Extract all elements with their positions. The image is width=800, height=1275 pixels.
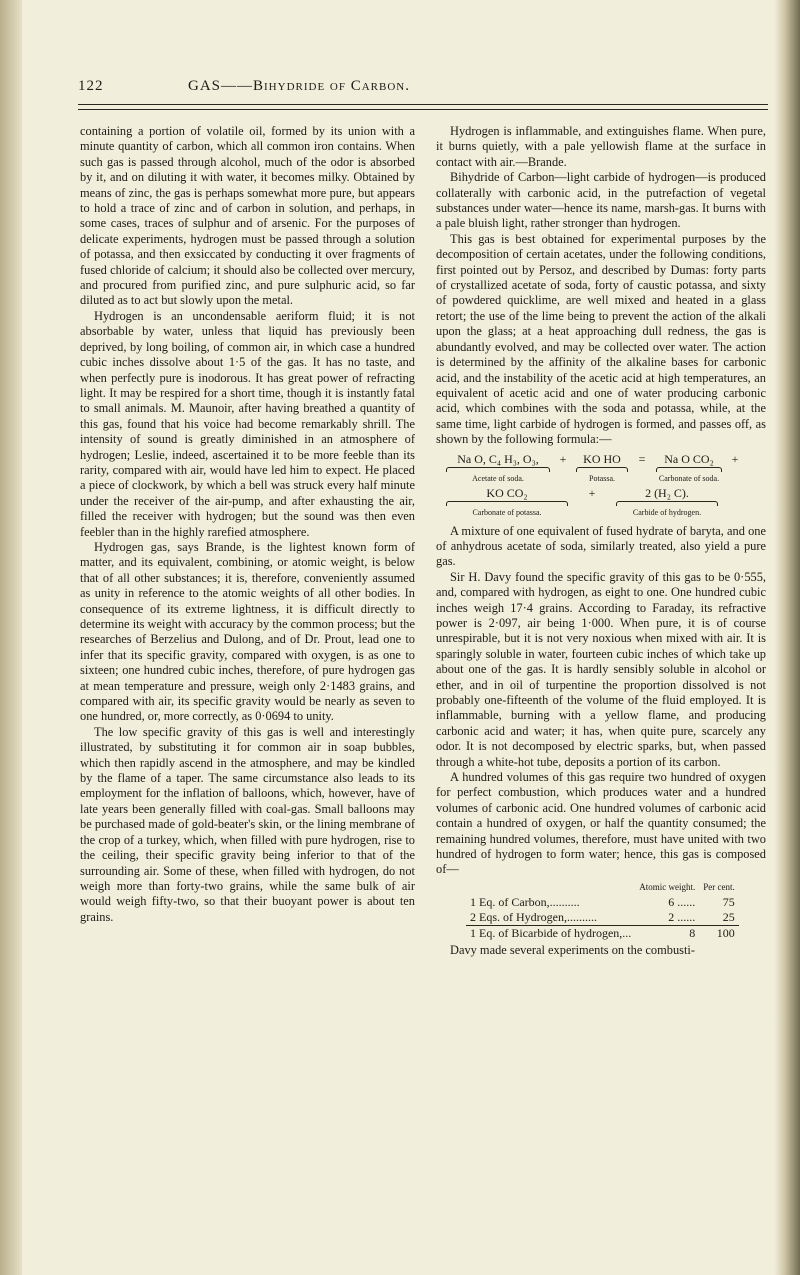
table-total-row	[466, 926, 739, 942]
paragraph: Bihydride of Carbon—light carbide of hydrogen—is produced collaterally with carbonic acid, in the putrefaction of vegetal substances under water—hence its name, marsh-gas. It burns with a pale bluish light, rather stronger than hydrogen.	[436, 170, 766, 231]
header-rule-thin	[78, 109, 768, 110]
table-cell: 2 Eqs. of Hydrogen,..........	[470, 910, 597, 925]
page-edge-left	[0, 0, 22, 1275]
paragraph: A hundred volumes of this gas require two hundred of oxygen for perfect combustion, which produces water and a hundred volumes of carbonic acid. One hundred volumes of carbonic acid contain a hundred of oxygen, or half the quantity consumed; the remaining hundred volumes, therefore, must have united with two hundred of hydrogen to form water; hence, this gas is composed of—	[436, 770, 766, 877]
formula-operator: +	[731, 451, 739, 466]
table-cell: 2 ......	[668, 910, 696, 925]
formula-operator: +	[559, 451, 567, 466]
formula-operator: =	[638, 451, 646, 466]
formula-caption: Acetate of soda.	[442, 466, 554, 486]
paragraph: Sir H. Davy found the specific gravity of this gas to be 0·555, and, compared with hydrogen, as eight to one. One hundred cubic inches weigh 17·4 grains. According to Faraday, its refractive power is 2·097, air being 1·000. When pure, it is of course unrespirable, but it is not very noxious when mixed with air. It is sparingly soluble in water, fourteen cubic inches of which take up about one of the gas. It is hardly sensibly soluble in alcohol or ether, and in oil of turpentine the proportion dissolved is not probably one-fifteenth of the volume of the fluid employed. It is inflammable, burning with a yellow flame, and producing carbonic acid and water; it has, when quite pure, scarcely any odor. It is not decomposed by electric sparks, but, when passed through a white-hot tube, deposits a portion of its carbon.	[436, 569, 766, 769]
table-header-row	[466, 880, 739, 895]
formula-caption: Carbonate of potassa.	[442, 500, 572, 520]
running-head: GAS——Bihydride of Carbon.	[188, 78, 410, 94]
paragraph: Hydrogen is inflammable, and extinguishes flame. When pure, it burns quietly, with a pale yellowish flame at the surface in contact with air.—Brande.	[436, 124, 766, 169]
page-number: 122	[78, 78, 104, 94]
formula-caption: Potassa.	[572, 466, 632, 486]
paragraph: Hydrogen gas, says Brande, is the lightest known form of matter, and its equivalent, combining, or atomic weight, is below that of all other substances; it is, therefore, conveniently assumed as unity in reference to the atomic weights of all other bodies. In consequence of its extreme lightness, it is difficult directly to determine its weight with accuracy by the common process; but the researches of Berzelius and Dulong, and of Dr. Prout, lead one to infer that its specific gravity, compared with oxygen, is as one to sixteen; one hundred cubic inches, therefore, of pure hydrogen gas at mean temperature and pressure, weigh only 2·1483 grains, and compared with air, its specific gravity would be nearly as seven to one hundred, or, more correctly, as 0·0694 to unity.	[80, 539, 415, 724]
paragraph: A mixture of one equivalent of fused hydrate of baryta, and one of anhydrous acetate of soda, similarly treated, also yield a pure gas.	[436, 523, 766, 569]
page-edge-right	[774, 0, 800, 1275]
table-row	[466, 910, 739, 926]
chemical-formula	[442, 452, 766, 520]
table-cell: 100	[699, 926, 739, 942]
formula-caption: Carbonate of soda.	[652, 466, 726, 486]
table-cell: 25	[722, 910, 735, 925]
formula-caption: Carbide of hydrogen.	[612, 500, 722, 520]
table-header: Per cent.	[703, 881, 735, 892]
paragraph: This gas is best obtained for experimental purposes by the decomposition of certain acetates, under the following conditions, first pointed out by Persoz, and described by Dumas: forty parts of crystallized acetate of soda, forty of caustic potassa, and sixty of powdered quicklime, are well mixed and heated in a glass retort; the use of the lime being to prevent the action of the alkali upon the glass; at a heat approaching dull redness, the gas is abundantly evolved, and may be collected over water. The action is determined by the affinity of the alkaline bases for carbonic acid, and the instability of the acetic acid at high temperatures, an equivalent of acetic acid and one of water producing carbonic acid, which combines with the soda and potassa, while, at the same time, light carbide of hydrogen is formed, and passes off, as shown by the following formula:—	[436, 231, 766, 447]
paragraph: Hydrogen is an uncondensable aeriform fluid; it is not absorbable by water, unless that liquid has previously been deprived, by long boiling, of common air, in which case a hundred cubic inches dissolve about 1·5 of the gas. It has no taste, and when perfectly pure is inodorous. It has great power of refracting light. It may be respired for a short time, though it is instantly fatal to small animals. M. Maunoir, after having breathed a quantity of this gas, found that his voice had become remarkably shrill. The intensity of sound is greatly diminished in an atmosphere of hydrogen; Leslie, indeed, ascertained it to be more feeble than its rarity, compared with air, would have led him to expect. He placed a piece of clockwork, by which a bell was struck every half minute under the receiver of the air-pump, and after exhausting the air, filled the receiver with hydrogen; but the sound was then even feebler than in the highly rarefied atmosphere.	[80, 308, 415, 539]
table-cell: 8	[635, 926, 699, 942]
paragraph: Davy made several experiments on the combusti-	[450, 943, 695, 958]
table-cell: 1 Eq. of Carbon,..........	[470, 895, 580, 910]
table-header: Atomic weight.	[639, 881, 696, 892]
table-header	[466, 880, 635, 895]
formula-line-1	[442, 452, 766, 466]
formula-captions-1	[442, 466, 766, 486]
table-cell: 1 Eq. of Bicarbide of hydrogen,...	[466, 926, 635, 942]
formula-captions-2	[442, 500, 766, 520]
formula-term: KO CO₂	[486, 485, 528, 500]
table-cell: 6 ......	[668, 895, 696, 910]
formula-term: KO HO	[583, 451, 621, 466]
table-cell: 75	[722, 895, 735, 910]
header-rule	[78, 104, 768, 105]
composition-table	[466, 880, 739, 941]
right-column	[436, 124, 766, 959]
table-row	[466, 895, 739, 910]
paragraph: containing a portion of volatile oil, formed by its union with a minute quantity of carbon, which all common iron contains. When such gas is passed through alcohol, much of the odor is absorbed by it, and on diluting it with water, it becomes milky. Obtained by means of zinc, the gas is perhaps somewhat more pure, but appears to hold a trace of zinc and of carbon in solution, and perhaps, in some cases, traces of sulphur and of arsenic. For the purposes of delicate experiments, hydrogen must be passed through a solution of potassa, and then exsiccated by conducting it over fragments of fused chloride of calcium; it should also be collected over mercury, and procured from purified zinc, and pure sulphuric acid, so far diluted as to act but slowly upon the metal.	[80, 124, 415, 308]
formula-term: 2 (H₂ C).	[645, 485, 689, 500]
formula-term: Na O CO₂	[664, 451, 714, 466]
page-header	[78, 78, 758, 106]
paragraph: The low specific gravity of this gas is well and interestingly illustrated, by substituting it for common air in soap bubbles, which then rapidly ascend in the atmosphere, and may be kindled by the flame of a taper. The same circumstance also leads to its employment for the inflation of balloons, which, however, have of late years been generally filled with coal-gas. Small balloons may be purchased made of gold-beater's skin, or the lining membrane of the crop of a turkey, which, when filled with pure hydrogen, rise to the ceiling, their specific gravity being inferior to that of the surrounding air. Some of these, when filled with hydrogen, do not weigh more than forty-two grains, while the same bulk of air would weigh fifty-two, so that their buoyant power is about ten grains.	[80, 724, 415, 924]
left-column	[80, 124, 415, 925]
formula-operator: +	[588, 485, 596, 500]
formula-line-2	[442, 486, 766, 500]
formula-term: Na O, C₄ H₃, O₃,	[457, 451, 539, 466]
